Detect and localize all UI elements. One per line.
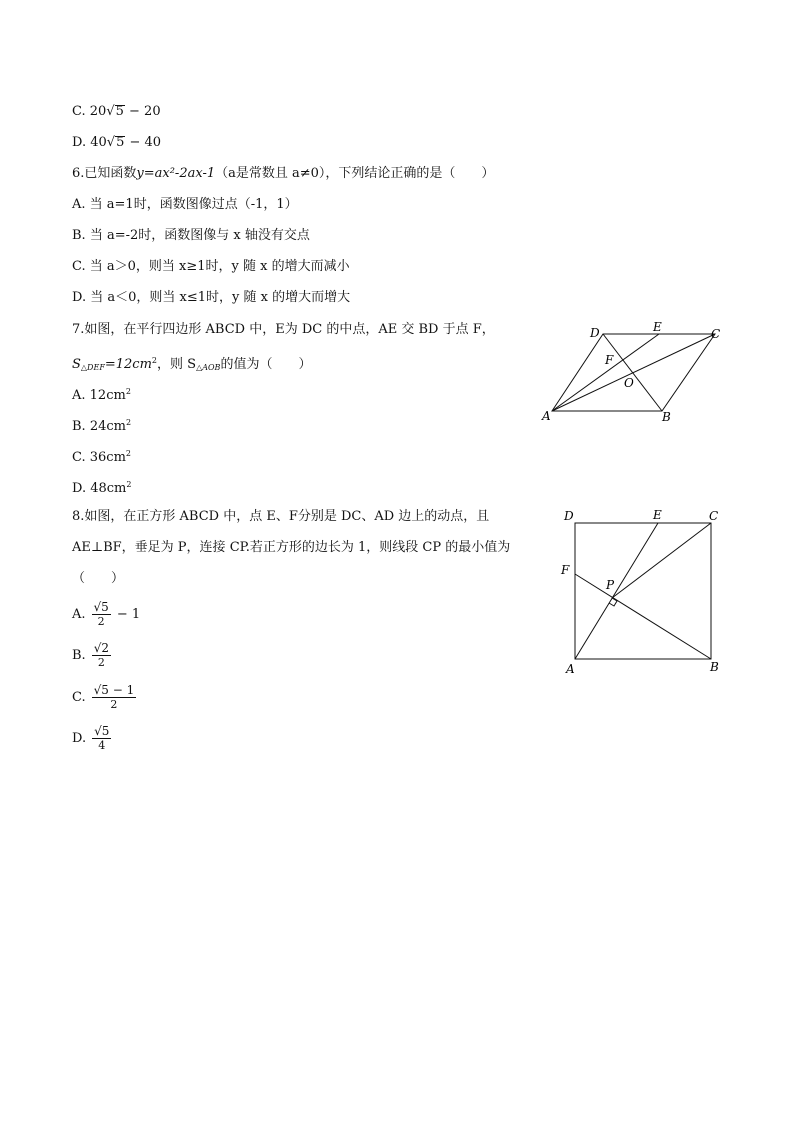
q7-label-f: F: [605, 353, 614, 367]
q8-segment-cp: [612, 523, 711, 598]
q6-option-c: C. 当 a＞0，则当 x≥1时，y 随 x 的增大而减小: [72, 259, 350, 274]
q8-stem-line3: （ ）: [72, 571, 125, 586]
q7-label-o: O: [624, 376, 634, 390]
q5-option-c: C. 20√5 − 20: [72, 104, 161, 119]
q7-stem-line1: 7.如图，在平行四边形 ABCD 中，E为 DC 的中点，AE 交 BD 于点 F，: [72, 322, 495, 337]
q7-stem-line2: $S_{\triangle DEF}=12cm^2$，则 $S_{\triangle AOB}$的值为（ ）: [72, 356, 312, 372]
q6-option-d: D. 当 a＜0，则当 x≤1时，y 随 x 的增大而增大: [72, 290, 351, 305]
q8-option-a: A. $\frac{√5}{2}$ − 1: [72, 600, 141, 628]
q8-segment-ae: [575, 523, 658, 659]
q8-option-d: D. $\frac{√5}{4}$: [72, 724, 110, 752]
q8-label-e: E: [653, 508, 662, 522]
q7-diagonal-ac: [552, 334, 715, 411]
q8-label-f: F: [561, 563, 570, 577]
q8-stem-line1: 8.如图，在正方形 ABCD 中，点 E、F分别是 DC、AD 边上的动点，且: [72, 509, 490, 524]
q7-option-c: C. $36cm^2$: [72, 449, 131, 465]
q8-segment-bf: [575, 574, 711, 659]
q7-diagonal-bd: [603, 334, 662, 411]
q7-option-b: B. $24cm^2$: [72, 418, 132, 434]
q7-figure: [535, 318, 725, 428]
q7-label-c: C: [711, 327, 721, 341]
q7-option-d: D. $48cm^2$: [72, 480, 132, 496]
q6-stem: 6.已知函数y=ax²-2ax-1（a是常数且 a≠0），下列结论正确的是（ ）: [72, 166, 495, 181]
q7-option-a: A. $12cm^2$: [72, 387, 131, 403]
q7-label-b: B: [662, 410, 671, 424]
q8-label-c: C: [709, 509, 719, 523]
q8-option-c: C. $\frac{√5 - 1}{2}$: [72, 683, 135, 711]
q5-option-d: D. 40√5 − 40: [72, 135, 162, 150]
q7-label-d: D: [590, 326, 600, 340]
q8-label-p: P: [606, 578, 615, 592]
q6-option-b: B. 当 a=-2时，函数图像与 x 轴没有交点: [72, 228, 310, 243]
q6-option-a: A. 当 a=1时，函数图像过点（-1，1）: [72, 197, 298, 212]
q8-label-a: A: [566, 662, 575, 676]
q8-figure: [555, 505, 730, 680]
q8-label-d: D: [564, 509, 574, 523]
q7-label-e: E: [653, 320, 662, 334]
q7-segment-ae: [552, 334, 659, 411]
q8-stem-line2: AE⊥BF，垂足为 P，连接 CP.若正方形的边长为 1，则线段 CP 的最小值为: [72, 540, 511, 555]
q8-square: [575, 523, 711, 659]
q8-label-b: B: [710, 660, 719, 674]
q8-option-b: B. $\frac{√2}{2}$: [72, 641, 109, 669]
q7-label-a: A: [542, 409, 551, 423]
